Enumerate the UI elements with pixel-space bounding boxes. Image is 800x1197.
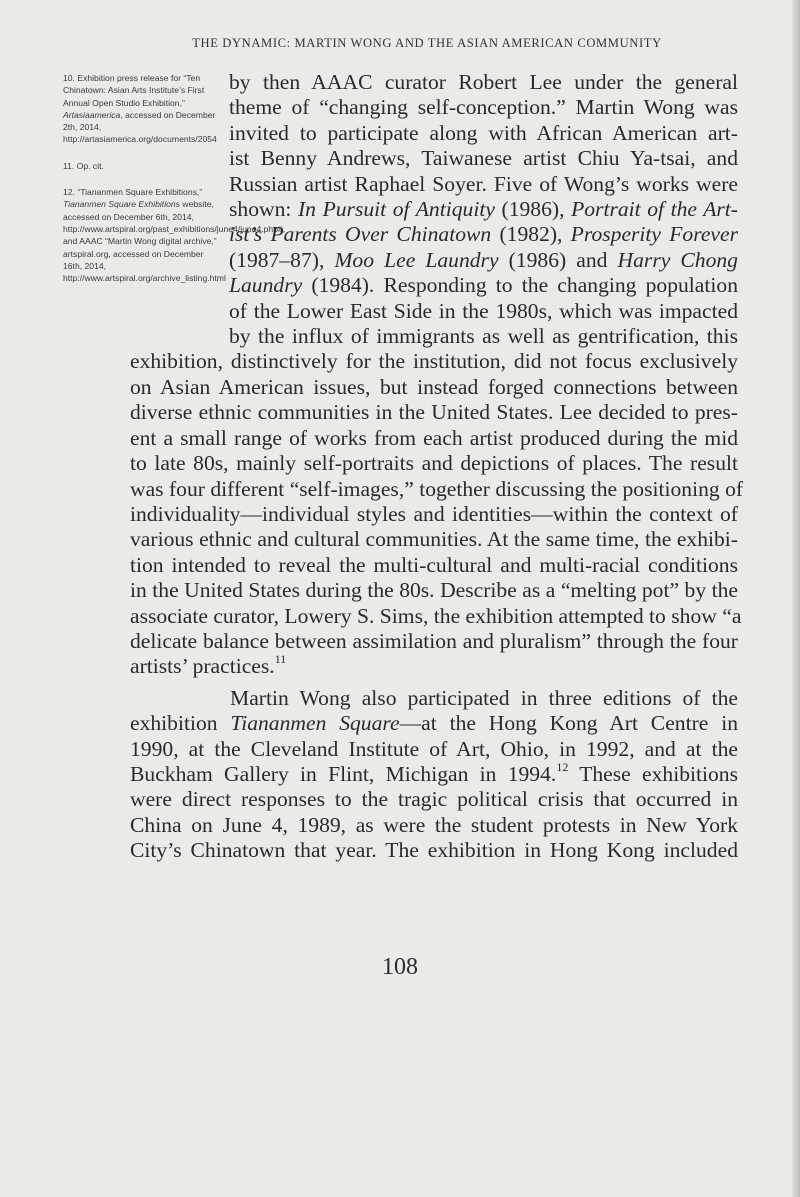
text-line: by the influx of immigrants as well as gentrification, this	[229, 324, 738, 349]
text-line: individuality—individual styles and identities—within the context of	[130, 501, 738, 526]
text-line: Russian artist Raphael Soyer. Five of Wong’s works were	[229, 171, 738, 196]
text-line: ist Benny Andrews, Taiwanese artist Chiu Ya-tsai, and	[229, 146, 738, 171]
text-line: China on June 4, 1989, as were the student protests in New York	[130, 812, 738, 837]
text-line: shown: In Pursuit of Antiquity (1986), Portrait of the Art-	[229, 197, 738, 222]
text-line: (1987–87), Moo Lee Laundry (1986) and Harry Chong	[229, 247, 738, 272]
text-line: in the United States during the 80s. Describe as a “melting pot” by the	[130, 578, 738, 603]
text-line: theme of “changing self-conception.” Martin Wong was	[229, 95, 738, 120]
note-12-text-end: website, accessed on December 6th, 2014, http://www.artspiral.org/past_exhibitions/june4/june4.php#, and AAAC “Martin Wong digital archive,” artspiral.org, accessed on December 16th, 2014, http://www.artspiral.org/archive_listing.html	[63, 199, 286, 284]
note-11-text: 11. Op. cit.	[63, 160, 104, 171]
text-line: tion intended to reveal the multi-cultural and multi-racial conditions	[130, 552, 738, 577]
text-line: Laundry (1984). Responding to the changing population	[229, 273, 738, 298]
note-12-italic: Tiananmen Square Exhibitions	[63, 199, 180, 210]
note-10-italic: Artasiaamerica	[63, 109, 121, 120]
paragraph-2	[130, 686, 738, 711]
text-line: exhibition Tiananmen Square—at the Hong Kong Art Centre in	[130, 711, 738, 736]
footnote-ref-12: 12	[556, 759, 569, 774]
page-number: 108	[382, 954, 418, 980]
page-edge	[792, 0, 800, 1197]
text-line: diverse ethnic communities in the United States. Lee decided to pres-	[130, 400, 738, 425]
running-head-text: THE DYNAMIC: MARTIN WONG AND THE ASIAN AMERICAN COMMUNITY	[192, 36, 662, 50]
note-10-text-end: , accessed on December 2th, 2014, http://artasiamerica.org/documents/2054	[63, 109, 217, 145]
body-text	[130, 70, 744, 864]
text-line: of the Lower East Side in the 1980s, which was impacted	[229, 298, 738, 323]
text-line: various ethnic and cultural communities. At the same time, the exhibi-	[130, 527, 738, 552]
text-line: invited to participate along with African American art-	[229, 120, 738, 145]
sidenote-gutter	[130, 70, 229, 349]
text-line: ent a small range of works from each artist produced during the mid	[130, 425, 738, 450]
text-line: by then AAAC curator Robert Lee under the general	[229, 70, 738, 94]
text-line: ist’s Parents Over Chinatown (1982), Prosperity Forever	[229, 222, 738, 247]
text-line: delicate balance between assimilation and pluralism” through the four	[130, 628, 738, 653]
text-line: Buckham Gallery in Flint, Michigan in 1994.12 These exhibitions	[130, 759, 739, 786]
paragraph-2-body	[130, 711, 738, 863]
footnote-ref-11: 11	[274, 652, 287, 667]
text-line: were direct responses to the tragic political crisis that occurred in	[130, 787, 738, 812]
running-head	[0, 36, 800, 51]
text-line: to late 80s, mainly self-portraits and depictions of places. The result	[130, 451, 738, 476]
text-line: Martin Wong also participated in three editions of the	[230, 685, 738, 710]
text-line: was four different “self-images,” together discussing the positioning of	[130, 476, 744, 501]
note-10-text: 10. Exhibition press release for “Ten Chinatown: Asian Arts Institute’s First Annual Open Studio Exhibition,”	[63, 73, 205, 108]
note-12-text: 12. “Tiananmen Square Exhibitions,”	[63, 187, 203, 198]
text-line: 1990, at the Cleveland Institute of Art, Ohio, in 1992, and at the	[130, 736, 738, 761]
text-line: on Asian American issues, but instead forged connections between	[130, 374, 738, 399]
text-line: exhibition, distinctively for the institution, did not focus exclusively	[130, 349, 738, 374]
text-line: artists’ practices.$^{11}$	[130, 652, 287, 679]
text-line: associate curator, Lowery S. Sims, the exhibition attempted to show “a	[130, 603, 742, 628]
text-line: City’s Chinatown that year. The exhibition in Hong Kong included	[130, 838, 738, 863]
